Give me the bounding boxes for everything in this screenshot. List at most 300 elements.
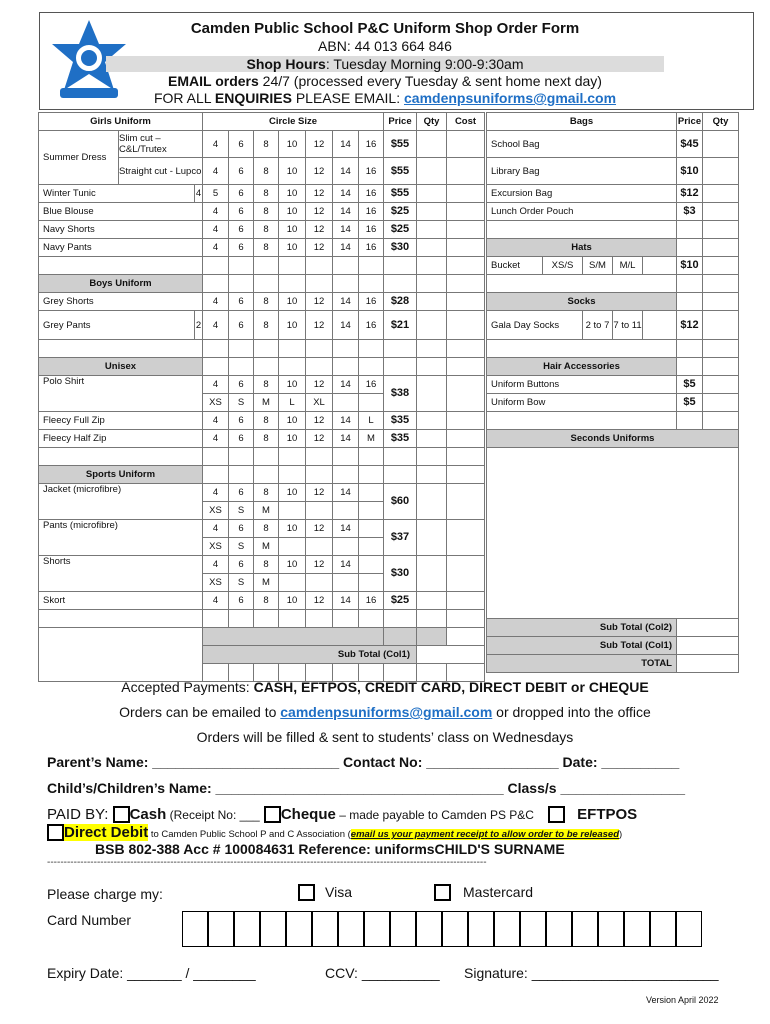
hats-heading: Hats	[487, 239, 677, 257]
card-digit-box[interactable]	[650, 911, 676, 947]
size: 14	[333, 311, 359, 340]
size: 16	[359, 158, 384, 185]
size: 12	[306, 412, 333, 430]
card-digit-box[interactable]	[260, 911, 286, 947]
table-row	[487, 358, 739, 376]
card-digit-box[interactable]	[312, 911, 338, 947]
size: M	[254, 538, 279, 556]
qty-cell[interactable]	[417, 185, 447, 203]
table-row	[39, 293, 485, 311]
price: $10	[677, 257, 703, 275]
size: 10	[279, 520, 306, 538]
size: M/L	[613, 257, 643, 275]
payments-label: Accepted Payments:	[121, 679, 254, 695]
size: 6	[229, 430, 254, 448]
card-digit-box[interactable]	[286, 911, 312, 947]
qty-cell[interactable]	[703, 311, 739, 340]
child-class-field[interactable]: Child’s/Children’s Name: _____________________________________ Class/s ________________	[47, 780, 686, 796]
size: 6	[229, 412, 254, 430]
table-row	[487, 430, 739, 448]
table-row	[39, 412, 485, 430]
grey-shorts: Grey Shorts	[39, 293, 203, 311]
qty-cell[interactable]	[703, 203, 739, 221]
size: 8	[254, 484, 279, 502]
size: 16	[359, 311, 384, 340]
size: XS	[203, 502, 229, 520]
size: 4	[203, 311, 229, 340]
debit-close: )	[619, 829, 623, 840]
signature-field[interactable]: Signature: ________________________	[464, 965, 719, 981]
size: S	[229, 502, 254, 520]
qty-heading: Qty	[703, 113, 739, 131]
size: 6	[229, 203, 254, 221]
visa-checkbox[interactable]	[298, 884, 315, 901]
table-row	[487, 257, 739, 275]
excursion-bag: Excursion Bag	[487, 185, 677, 203]
cost-cell[interactable]	[447, 311, 485, 340]
cost-cell[interactable]	[447, 221, 485, 239]
price: $12	[677, 185, 703, 203]
size: XS/S	[543, 257, 583, 275]
table-row	[39, 358, 485, 376]
expiry-date-field[interactable]: Expiry Date: _______ / ________	[47, 965, 256, 981]
size: 8	[254, 520, 279, 538]
size: 4	[203, 412, 229, 430]
size: 8	[254, 592, 279, 610]
size: 2 to 7	[583, 311, 613, 340]
bags-heading: Bags	[487, 113, 677, 131]
email-orders-value: 24/7 (processed every Tuesday & sent home next day)	[258, 73, 602, 89]
table-row	[39, 484, 485, 502]
size: 10	[279, 311, 306, 340]
summer-dress: Summer Dress	[39, 131, 119, 185]
table-row	[487, 113, 739, 131]
size: 10	[279, 185, 306, 203]
right-order-table	[486, 112, 739, 673]
qty-cell[interactable]	[417, 203, 447, 221]
size: 6	[229, 376, 254, 394]
cost-cell[interactable]	[447, 376, 485, 412]
mastercard-checkbox[interactable]	[434, 884, 451, 901]
card-digit-box[interactable]	[598, 911, 624, 947]
eftpos-checkbox[interactable]	[548, 806, 565, 823]
table-row	[487, 203, 739, 221]
cost-cell[interactable]	[447, 592, 485, 610]
size: 10	[279, 592, 306, 610]
size: 8	[254, 185, 279, 203]
table-row	[487, 158, 739, 185]
size: 8	[254, 430, 279, 448]
cash-label: Cash	[129, 806, 167, 823]
enq-prefix: FOR ALL	[153, 90, 215, 106]
email-orders	[0, 73, 770, 90]
receipt-no[interactable]: (Receipt No: ___	[166, 808, 260, 822]
size: 12	[306, 221, 333, 239]
table-row	[39, 556, 485, 574]
mastercard-label: Mastercard	[463, 884, 534, 900]
table-row	[487, 412, 739, 430]
card-digit-box[interactable]	[416, 911, 442, 947]
cash-checkbox[interactable]	[113, 806, 130, 823]
table-row	[487, 311, 739, 340]
size: 14	[333, 556, 359, 574]
size: 6	[229, 158, 254, 185]
size: 6	[229, 484, 254, 502]
size: 16	[359, 376, 384, 394]
parent-contact-field[interactable]: Parent’s Name: ________________________ Contact No: _________________ Date: __________	[47, 754, 680, 770]
size: 7 to 11	[613, 311, 643, 340]
email-line	[0, 704, 770, 720]
size: 4	[203, 221, 229, 239]
card-digit-box[interactable]	[338, 911, 364, 947]
size: 14	[333, 221, 359, 239]
subtotal-col1-label: Sub Total (Col1)	[487, 637, 677, 655]
size: 4	[203, 239, 229, 257]
size: 12	[306, 239, 333, 257]
qty-cell[interactable]	[703, 158, 739, 185]
price: $55	[384, 131, 417, 158]
accepted-payments	[0, 679, 770, 695]
price: $25	[384, 592, 417, 610]
price: $5	[677, 376, 703, 394]
size: XS	[203, 394, 229, 412]
size: 10	[279, 293, 306, 311]
size: M	[254, 502, 279, 520]
table-row	[39, 448, 485, 466]
winter-tunic: Winter Tunic	[39, 185, 195, 203]
price: $30	[384, 556, 417, 592]
size: 14	[333, 430, 359, 448]
subtotal-col1-label: Sub Total (Col1)	[203, 646, 417, 664]
sports-shorts: Shorts	[39, 556, 203, 592]
card-digit-box[interactable]	[364, 911, 390, 947]
cost-cell[interactable]	[447, 185, 485, 203]
size: S	[229, 574, 254, 592]
price: $28	[384, 293, 417, 311]
direct-debit-checkbox[interactable]	[47, 824, 64, 841]
size: 16	[359, 185, 384, 203]
fleecy-half-zip: Fleecy Half Zip	[39, 430, 203, 448]
table-row	[39, 203, 485, 221]
qty-cell[interactable]	[417, 520, 447, 556]
qty-cell[interactable]	[417, 484, 447, 520]
size: 12	[306, 376, 333, 394]
table-row	[487, 619, 739, 637]
card-digit-box[interactable]	[468, 911, 494, 947]
size: S	[229, 538, 254, 556]
size: 14	[333, 131, 359, 158]
size: 12	[306, 311, 333, 340]
skort: Skort	[39, 592, 203, 610]
price: $35	[384, 430, 417, 448]
email-pre: Orders can be emailed to	[119, 704, 281, 720]
table-row	[487, 239, 739, 257]
table-row	[39, 257, 485, 275]
price: $21	[384, 311, 417, 340]
table-row	[39, 376, 485, 394]
size: 8	[254, 221, 279, 239]
size: 4	[203, 592, 229, 610]
card-digit-box[interactable]	[234, 911, 260, 947]
size: 10	[279, 221, 306, 239]
qty-cell[interactable]	[417, 158, 447, 185]
size: 6	[229, 221, 254, 239]
size: 4	[203, 556, 229, 574]
qty-cell[interactable]	[417, 412, 447, 430]
subtotal-col1-value[interactable]	[677, 637, 739, 655]
table-row	[39, 275, 485, 293]
size: 12	[306, 293, 333, 311]
hours-value: : Tuesday Morning 9:00-9:30am	[325, 56, 524, 72]
price: $12	[677, 311, 703, 340]
table-row	[39, 520, 485, 538]
straight-cut: Straight cut - Lupco	[119, 158, 203, 185]
direct-debit-row	[47, 824, 622, 841]
size: 14	[333, 484, 359, 502]
qty-cell[interactable]	[703, 376, 739, 394]
qty-cell[interactable]	[417, 131, 447, 158]
size: M	[254, 394, 279, 412]
unisex-heading: Unisex	[39, 358, 203, 376]
size: S/M	[583, 257, 613, 275]
size: 4	[203, 158, 229, 185]
girls-heading: Girls Uniform	[39, 113, 203, 131]
size: 10	[279, 203, 306, 221]
fleecy-full-zip: Fleecy Full Zip	[39, 412, 203, 430]
size: 8	[254, 239, 279, 257]
size: 4	[203, 293, 229, 311]
size: 10	[279, 430, 306, 448]
cost-cell[interactable]	[447, 484, 485, 520]
size: 10	[279, 158, 306, 185]
size: 10	[279, 484, 306, 502]
qty-cell[interactable]	[417, 556, 447, 592]
table-row	[39, 311, 485, 340]
qty-cell[interactable]	[417, 430, 447, 448]
size: 4	[203, 520, 229, 538]
seconds-uniforms-heading: Seconds Uniforms	[487, 430, 739, 448]
price-heading: Price	[384, 113, 417, 131]
size: 8	[254, 293, 279, 311]
size: L	[359, 412, 384, 430]
size: 12	[306, 484, 333, 502]
order-email-link[interactable]: camdenpsuniforms@gmail.com	[280, 704, 493, 720]
card-digit-box[interactable]	[676, 911, 702, 947]
boys-heading: Boys Uniform	[39, 275, 203, 293]
sports-heading: Sports Uniform	[39, 466, 203, 484]
qty-cell[interactable]	[417, 293, 447, 311]
size: 16	[359, 131, 384, 158]
size: XS	[203, 574, 229, 592]
table-row	[487, 655, 739, 673]
card-digit-box[interactable]	[208, 911, 234, 947]
size: 6	[229, 293, 254, 311]
table-row	[39, 430, 485, 448]
table-row	[39, 466, 485, 484]
size: 14	[333, 376, 359, 394]
size: 16	[359, 293, 384, 311]
qty-cell[interactable]	[703, 394, 739, 412]
polo-shirt: Polo Shirt	[39, 376, 203, 412]
size: 2	[195, 311, 203, 340]
size: 6	[229, 592, 254, 610]
bank-details: BSB 802-388 Acc # 100084631 Reference: uniformsCHILD'S SURNAME	[95, 841, 565, 857]
card-digit-box[interactable]	[572, 911, 598, 947]
card-digit-box[interactable]	[442, 911, 468, 947]
size: 4	[195, 185, 203, 203]
size: 8	[254, 158, 279, 185]
size: 14	[333, 203, 359, 221]
size: 6	[229, 556, 254, 574]
form-title: Camden Public School P&C Uniform Shop Order Form	[190, 20, 580, 37]
price: $55	[384, 158, 417, 185]
jacket: Jacket (microfibre)	[39, 484, 203, 520]
size: 6	[229, 311, 254, 340]
card-digit-box[interactable]	[520, 911, 546, 947]
qty-cell[interactable]	[417, 239, 447, 257]
size: 14	[333, 412, 359, 430]
debit-receipt-note: email us your payment receipt to allow order to be released	[350, 829, 619, 840]
enq-bold: ENQUIRIES	[214, 90, 292, 106]
size: M	[359, 430, 384, 448]
qty-cell[interactable]	[703, 131, 739, 158]
price: $55	[384, 185, 417, 203]
price: $45	[677, 131, 703, 158]
card-digit-box[interactable]	[624, 911, 650, 947]
cut-line: ------------------------------------------------------------------------------------------------------------------------------------	[47, 857, 487, 868]
card-digit-box[interactable]	[390, 911, 416, 947]
card-digit-box[interactable]	[182, 911, 208, 947]
size: 4	[203, 203, 229, 221]
cost-cell[interactable]	[447, 131, 485, 158]
size: 14	[333, 185, 359, 203]
subtotal-col2-value[interactable]	[677, 619, 739, 637]
socks-heading: Socks	[487, 293, 677, 311]
qty-cell[interactable]	[417, 311, 447, 340]
paid-by-row	[47, 806, 637, 823]
table-row	[39, 340, 485, 358]
total-label: TOTAL	[487, 655, 677, 673]
enq-suffix: PLEASE EMAIL:	[291, 90, 404, 106]
navy-shorts: Navy Shorts	[39, 221, 203, 239]
enquiry-email-link[interactable]: camdenpsuniforms@gmail.com	[404, 90, 617, 106]
price: $25	[384, 221, 417, 239]
table-row	[487, 376, 739, 394]
cost-cell[interactable]	[447, 239, 485, 257]
bucket-hat: Bucket	[487, 257, 543, 275]
size: 6	[229, 131, 254, 158]
size: 10	[279, 131, 306, 158]
total-value[interactable]	[677, 655, 739, 673]
navy-pants: Navy Pants	[39, 239, 203, 257]
price: $5	[677, 394, 703, 412]
table-row	[39, 592, 485, 610]
size: 10	[279, 376, 306, 394]
cheque-label: Cheque	[280, 806, 336, 823]
size: 8	[254, 131, 279, 158]
size: 4	[203, 430, 229, 448]
size: 5	[203, 185, 229, 203]
qty-cell[interactable]	[417, 592, 447, 610]
qty-cell[interactable]	[703, 257, 739, 275]
price: $60	[384, 484, 417, 520]
cheque-checkbox[interactable]	[264, 806, 281, 823]
card-digit-box[interactable]	[546, 911, 572, 947]
size: 6	[229, 239, 254, 257]
size: 6	[229, 520, 254, 538]
size: 14	[333, 592, 359, 610]
ccv-field[interactable]: CCV: __________	[325, 965, 440, 981]
table-row	[39, 610, 485, 628]
size: 4	[203, 484, 229, 502]
size: 12	[306, 203, 333, 221]
size: 16	[359, 221, 384, 239]
table-row	[487, 131, 739, 158]
size: 12	[306, 131, 333, 158]
left-order-table	[38, 112, 485, 682]
card-number-label: Card Number	[47, 912, 132, 928]
cheque-note: – made payable to Camden PS P&C	[335, 808, 534, 822]
qty-cell[interactable]	[703, 185, 739, 203]
size: 8	[254, 556, 279, 574]
sports-pants: Pants (microfibre)	[39, 520, 203, 556]
size: 8	[254, 376, 279, 394]
table-row	[39, 185, 485, 203]
version-note: Version April 2022	[646, 995, 719, 1005]
price: $10	[677, 158, 703, 185]
email-orders-label: EMAIL orders	[168, 73, 259, 89]
shop-hours	[0, 56, 770, 73]
size: 12	[306, 430, 333, 448]
table-row	[39, 131, 485, 158]
uniform-bow: Uniform Bow	[487, 394, 677, 412]
size: 4	[203, 376, 229, 394]
size: 12	[306, 185, 333, 203]
cost-cell[interactable]	[447, 293, 485, 311]
cost-cell[interactable]	[447, 556, 485, 592]
cost-cell[interactable]	[447, 412, 485, 430]
table-row	[487, 394, 739, 412]
size: 14	[333, 293, 359, 311]
enquiries	[0, 90, 770, 107]
size: 8	[254, 203, 279, 221]
card-digit-box[interactable]	[494, 911, 520, 947]
table-row	[487, 637, 739, 655]
cost-cell[interactable]	[447, 203, 485, 221]
cost-cell[interactable]	[447, 430, 485, 448]
qty-cell[interactable]	[417, 221, 447, 239]
price: $25	[384, 203, 417, 221]
size: L	[279, 394, 306, 412]
price: $30	[384, 239, 417, 257]
size: 4	[203, 131, 229, 158]
size: M	[254, 574, 279, 592]
size: 14	[333, 158, 359, 185]
cost-heading: Cost	[447, 113, 485, 131]
size: 10	[279, 412, 306, 430]
abn: ABN: 44 013 664 846	[318, 38, 452, 54]
cost-cell[interactable]	[447, 520, 485, 556]
price: $38	[384, 376, 417, 412]
price: $37	[384, 520, 417, 556]
size: 16	[359, 203, 384, 221]
cost-cell[interactable]	[447, 158, 485, 185]
size: XS	[203, 538, 229, 556]
subtotal-col1-value[interactable]	[417, 646, 485, 664]
table-row	[39, 239, 485, 257]
qty-cell[interactable]	[417, 376, 447, 412]
table-row	[39, 628, 485, 646]
